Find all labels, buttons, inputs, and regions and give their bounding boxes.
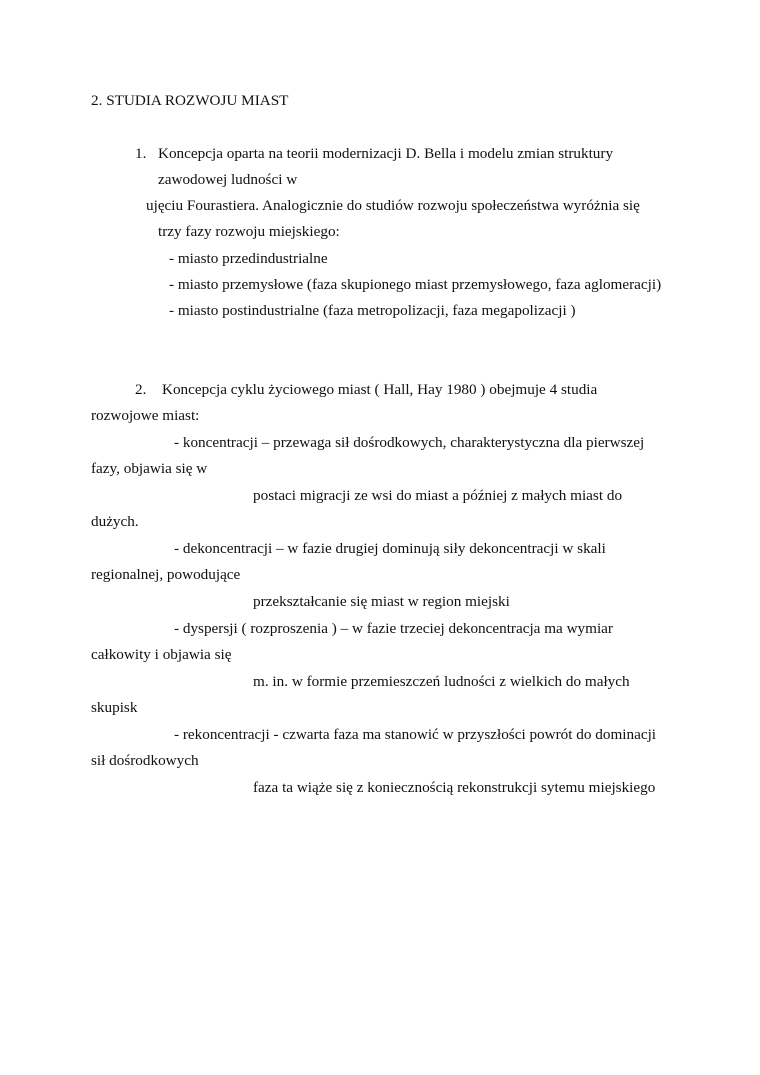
item2-line-1: Koncepcja cyklu życiowego miast ( Hall, Hay 1980 ) obejmuje 4 studia <box>162 381 598 398</box>
item1-line-2: zawodowej ludności w <box>158 171 298 188</box>
stage-line: - koncentracji – przewaga sił dośrodkowych, charakterystyczna dla pierwszej <box>174 434 645 451</box>
stage-line: sił dośrodkowych <box>91 752 199 769</box>
item1-line-3: ujęciu Fourastiera. Analogicznie do studiów rozwoju społeczeństwa wyróżnia się <box>146 197 640 214</box>
list-item-number-2: 2. <box>135 381 147 398</box>
phase-list-item: - miasto przedindustrialne <box>169 250 328 267</box>
stage-line: - rekoncentracji - czwarta faza ma stanowić w przyszłości powrót do dominacji <box>174 726 657 743</box>
list-item-number-1: 1. <box>135 145 147 162</box>
stage-line: regionalnej, powodujące <box>91 566 241 583</box>
item1-line-1: Koncepcja oparta na teorii modernizacji D. Bella i modelu zmian struktury <box>158 145 614 162</box>
stage-line: - dyspersji ( rozproszenia ) – w fazie trzeciej dekoncentracja ma wymiar <box>174 620 613 637</box>
stage-line: faza ta wiąże się z koniecznością rekonstrukcji sytemu miejskiego <box>253 779 656 796</box>
stage-line: całkowity i objawia się <box>91 646 232 663</box>
phase-list-item: - miasto przemysłowe (faza skupionego miast przemysłowego, faza aglomeracji) <box>169 276 662 293</box>
section-heading: 2. STUDIA ROZWOJU MIAST <box>91 92 289 109</box>
stage-line: - dekoncentracji – w fazie drugiej dominują siły dekoncentracji w skali <box>174 540 606 557</box>
item1-line-4: trzy fazy rozwoju miejskiego: <box>158 223 340 240</box>
stage-line: przekształcanie się miast w region miejski <box>253 593 510 610</box>
stage-line: skupisk <box>91 699 138 716</box>
item2-line-2: rozwojowe miast: <box>91 407 200 424</box>
stage-line: dużych. <box>91 513 139 530</box>
phase-list-item: - miasto postindustrialne (faza metropolizacji, faza megapolizacji ) <box>169 302 576 319</box>
stage-line: postaci migracji ze wsi do miast a później z małych miast do <box>253 487 623 504</box>
stage-line: m. in. w formie przemieszczeń ludności z wielkich do małych <box>253 673 630 690</box>
stage-line: fazy, objawia się w <box>91 460 208 477</box>
